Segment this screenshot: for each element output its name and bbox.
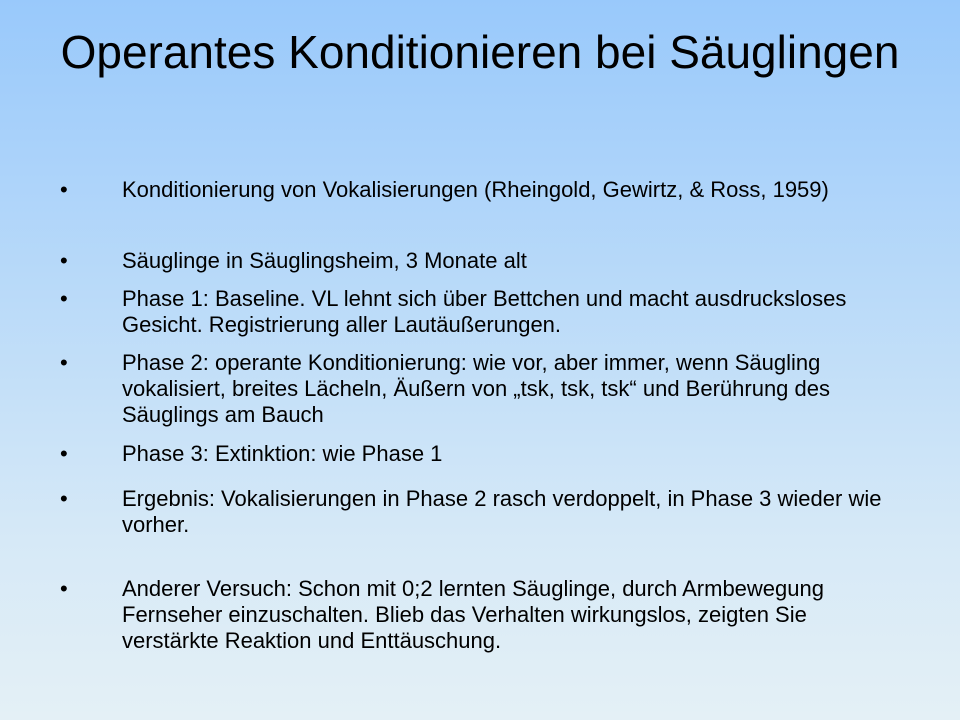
bullet-marker: • bbox=[60, 441, 68, 466]
bullet-text: Säuglinge in Säuglingsheim, 3 Monate alt bbox=[122, 248, 527, 273]
bullet-marker: • bbox=[60, 486, 68, 511]
bullet-text: Konditionierung von Vokalisierungen (Rheingold, Gewirtz, & Ross, 1959) bbox=[122, 177, 829, 202]
bullet-text: Phase 2: operante Konditionierung: wie vor, aber immer, wenn Säugling vokalisiert, breites Lächeln, Äußern von „tsk, tsk, tsk“ und Berührung des Säuglings am Bauch bbox=[122, 350, 830, 427]
bullet-marker: • bbox=[60, 177, 68, 202]
bullet-marker: • bbox=[60, 576, 68, 601]
slide-title: Operantes Konditionieren bei Säuglingen bbox=[60, 26, 900, 78]
bullet-marker: • bbox=[60, 248, 68, 273]
bullet-marker: • bbox=[60, 350, 68, 375]
bullet-text: Ergebnis: Vokalisierungen in Phase 2 rasch verdoppelt, in Phase 3 wieder wie vorher. bbox=[122, 486, 882, 537]
bullet-marker: • bbox=[60, 286, 68, 311]
bullet-text: Anderer Versuch: Schon mit 0;2 lernten Säuglinge, durch Armbewegung Fernseher einzuschalten. Blieb das Verhalten wirkungslos, zeigten Sie verstärkte Reaktion und Enttäuschung. bbox=[122, 576, 824, 653]
bullet-text: Phase 1: Baseline. VL lehnt sich über Bettchen und macht ausdrucksloses Gesicht. Registrierung aller Lautäußerungen. bbox=[122, 286, 847, 337]
bullet-text: Phase 3: Extinktion: wie Phase 1 bbox=[122, 441, 443, 466]
